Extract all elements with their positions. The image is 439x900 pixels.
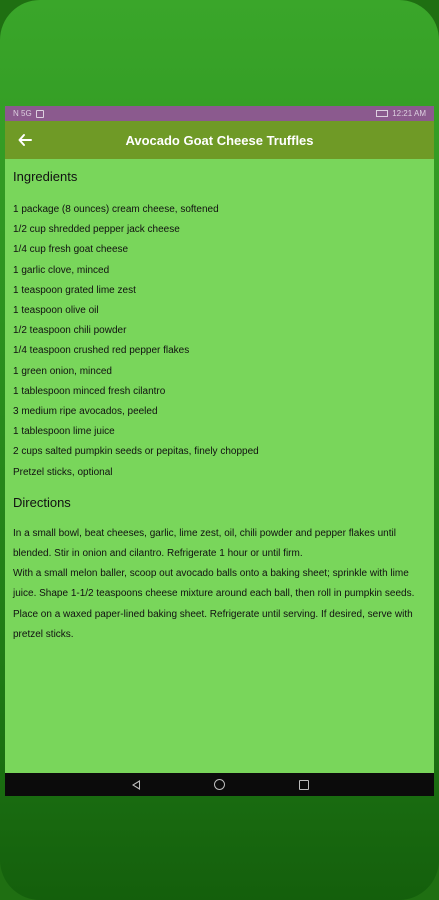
ingredient-item: Pretzel sticks, optional: [13, 466, 113, 478]
nav-back-icon: [132, 780, 140, 790]
ingredient-item: 1/2 teaspoon chili powder: [13, 325, 127, 337]
ingredient-item: 3 medium ripe avocados, peeled: [13, 406, 158, 418]
ingredients-heading: Ingredients: [13, 169, 78, 184]
nav-recents-icon: [299, 780, 309, 790]
ingredient-item: 1 tablespoon minced fresh cilantro: [13, 385, 166, 397]
nav-back-button[interactable]: [129, 778, 143, 792]
app-bar: [5, 121, 434, 159]
signal-icon: [36, 110, 44, 118]
direction-step: With a small melon baller, scoop out avocado balls onto a baking sheet; sprinkle with lime juice. Shape 1-1/2 teaspoons cheese mixture around each ball, then roll in pumpkin seeds. Place on a waxed paper-lined baking sheet. Refrigerate until serving. If desired, serve with pretzel sticks.: [13, 568, 415, 640]
status-right: [376, 109, 426, 118]
phone-screen: [5, 106, 434, 796]
ingredient-item: 1 teaspoon olive oil: [13, 305, 99, 317]
status-left-text: N 5G: [13, 109, 32, 118]
ingredient-item: 1 package (8 ounces) cream cheese, softened: [13, 204, 219, 215]
directions-heading: Directions: [13, 494, 71, 510]
ingredient-item: 1 tablespoon lime juice: [13, 426, 115, 438]
ingredient-item: 2 cups salted pumpkin seeds or pepitas, finely chopped: [13, 446, 259, 458]
status-left: [13, 109, 44, 118]
ingredient-item: 1/4 cup fresh goat cheese: [13, 244, 129, 256]
ingredient-item: 1 garlic clove, minced: [13, 264, 110, 276]
system-nav-bar: [5, 773, 434, 796]
ingredient-item: 1/4 teaspoon crushed red pepper flakes: [13, 345, 190, 357]
directions-list: [13, 524, 426, 645]
ingredients-list: [13, 200, 426, 483]
battery-icon: [376, 110, 388, 117]
ingredient-item: 1 green onion, minced: [13, 365, 112, 377]
status-time: 12:21 AM: [392, 109, 426, 118]
ingredient-item: 1/2 cup shredded pepper jack cheese: [13, 224, 180, 236]
nav-home-button[interactable]: [213, 778, 227, 792]
nav-home-icon: [214, 779, 225, 790]
arrow-left-icon: [18, 133, 32, 147]
nav-recents-button[interactable]: [297, 778, 311, 792]
direction-step: In a small bowl, beat cheeses, garlic, lime zest, oil, chili powder and pepper flakes until blended. Stir in onion and cilantro. Refrigerate 1 hour or until firm.: [13, 527, 396, 560]
ingredient-item: 1 teaspoon grated lime zest: [13, 284, 136, 296]
back-button[interactable]: [15, 130, 35, 150]
recipe-content: [5, 159, 434, 645]
page-title: Avocado Goat Cheese Truffles: [125, 132, 314, 148]
status-bar: [5, 106, 434, 121]
